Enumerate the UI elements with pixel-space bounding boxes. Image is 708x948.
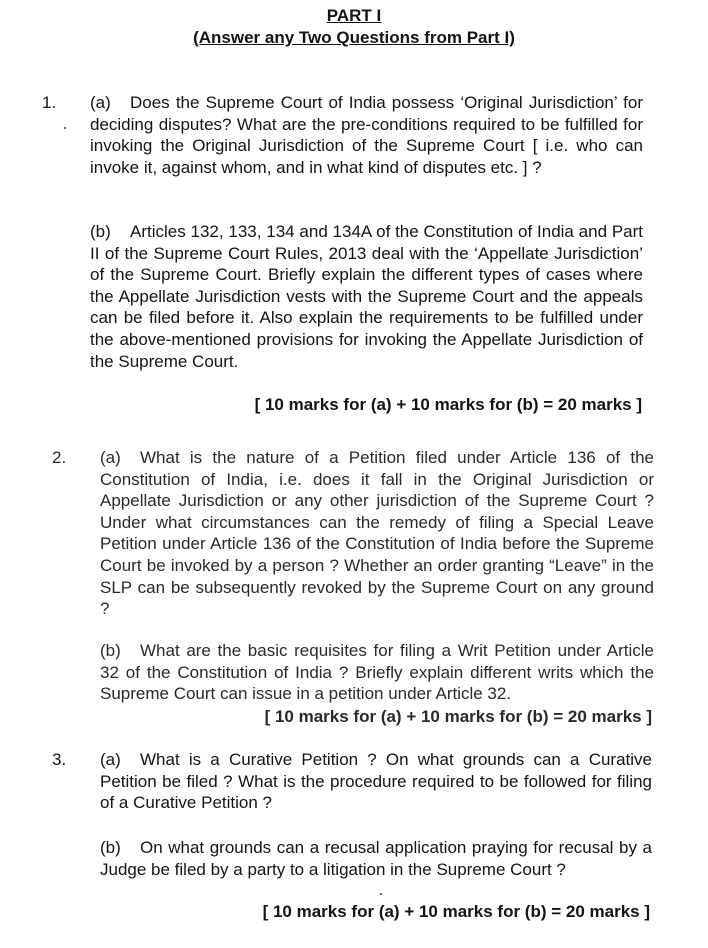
question-part-a bbox=[100, 749, 652, 814]
question-part-b bbox=[100, 837, 652, 880]
scan-speck bbox=[64, 127, 66, 129]
question-part-b bbox=[90, 221, 643, 372]
part-text: What is the nature of a Petition filed under Article 136 of the Constitution of India, i.e. does it fall in the Original Jurisdiction or Appellate Jurisdiction or any other jurisdiction of the Supreme Court ? Under what circumstances can the remedy of filing a Special Leave Petition under Article 136 of the Constitution of India before the Supreme Court be invoked by a person ? Whether an order granting “Leave” in the SLP can be subsequently revoked by the Supreme Court on any ground ? bbox=[100, 448, 654, 619]
question-part-b bbox=[100, 640, 654, 705]
part-text: Articles 132, 133, 134 and 134A of the Constitution of India and Part II of the Supreme Court Rules, 2013 deal with the ‘Appellate Jurisdiction’ of the Supreme Court. Briefly explain the different types of cases where the Appellate Jurisdiction vests with the Supreme Court and the appeals can be filed before it. Also explain the requirements to be fulfilled under the above-mentioned provisions for invoking the Appellate Jurisdiction of the Supreme Court. bbox=[90, 222, 643, 371]
question-part-a bbox=[100, 447, 654, 620]
marks-allocation: [ 10 marks for (a) + 10 marks for (b) = 20 marks ] bbox=[262, 902, 650, 921]
part-label: (b) bbox=[100, 641, 121, 660]
part-text: On what grounds can a recusal application praying for recusal by a Judge be filed by a party to a litigation in the Supreme Court ? bbox=[100, 838, 652, 879]
part-label: (a) bbox=[100, 448, 121, 467]
part-label: (a) bbox=[90, 93, 111, 112]
question-number: 2. bbox=[52, 448, 67, 467]
marks-allocation: [ 10 marks for (a) + 10 marks for (b) = 20 marks ] bbox=[254, 395, 642, 414]
question-part-a bbox=[90, 92, 643, 178]
part-label: (b) bbox=[100, 838, 121, 857]
part-text: What are the basic requisites for filing a Writ Petition under Article 32 of the Constitution of India ? Briefly explain different writs which the Supreme Court can issue in a petition under Article 32. bbox=[100, 641, 654, 704]
part-label: (a) bbox=[100, 750, 121, 769]
part-heading: PART I bbox=[326, 6, 382, 25]
marks-allocation: [ 10 marks for (a) + 10 marks for (b) = 20 marks ] bbox=[264, 707, 652, 726]
question-number: 1. bbox=[42, 93, 57, 112]
part-label: (b) bbox=[90, 222, 111, 241]
part-text: What is a Curative Petition ? On what grounds can a Curative Petition be filed ? What is the procedure required to be followed for filing of a Curative Petition ? bbox=[100, 750, 652, 813]
part-instruction: (Answer any Two Questions from Part I) bbox=[193, 28, 515, 47]
scan-speck bbox=[380, 893, 382, 895]
question-number: 3. bbox=[52, 750, 67, 769]
part-text: Does the Supreme Court of India possess ‘Original Jurisdiction’ for deciding disputes? What are the pre-conditions required to be fulfilled for invoking the Original Jurisdiction of the Supreme Court [ i.e. who can invoke it, against whom, and in what kind of disputes etc. ] ? bbox=[90, 93, 643, 177]
